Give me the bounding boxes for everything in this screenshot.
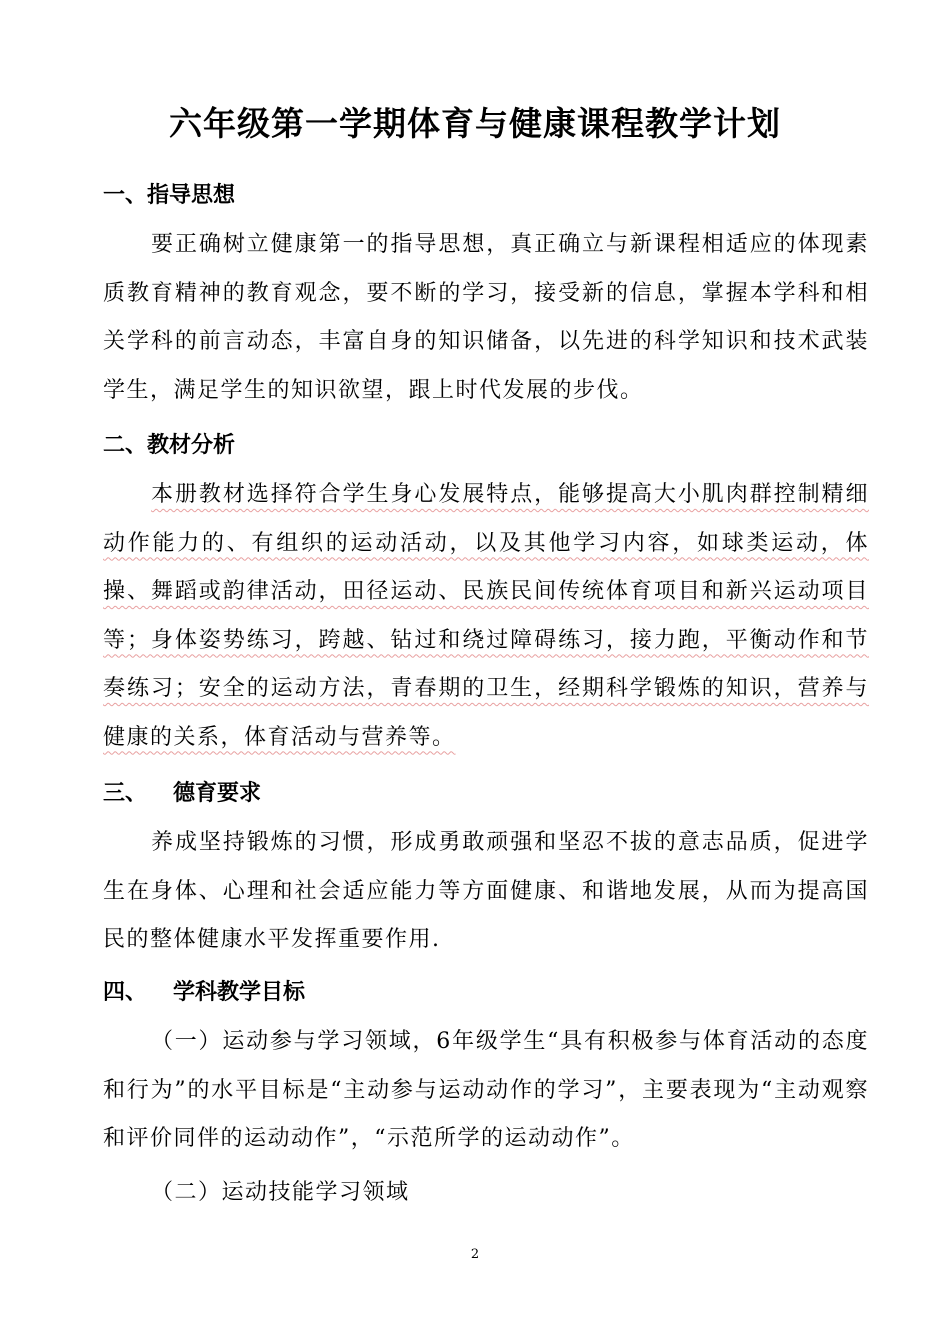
paragraph-moral-education: 养成坚持锻炼的习惯，形成勇敢顽强和坚忍不拔的意志品质，促进学生在身体、心理和社会适应能力等方面健康、和谐地发展，从而为提高国民的整体健康水平发挥重要作用. xyxy=(103,830,869,952)
section-heading-textbook-analysis: 二、教材分析 xyxy=(103,433,236,458)
section-heading-moral-education xyxy=(103,778,261,810)
page-number: 2 xyxy=(470,1247,480,1262)
section-number: 四、 xyxy=(103,980,148,1005)
document-title: 六年级第一学期体育与健康课程教学计划 xyxy=(169,104,781,143)
paragraph-motor-skills: （二）运动技能学习领域 xyxy=(151,1180,410,1205)
section-heading-text: 德育要求 xyxy=(173,781,262,806)
section-heading-teaching-goals xyxy=(103,977,305,1009)
section-heading-guiding-ideology: 一、指导思想 xyxy=(103,183,236,208)
section-number: 三、 xyxy=(103,781,148,806)
paragraph-sports-participation: （一）运动参与学习领域，6年级学生“具有积极参与体育活动的态度和行为”的水平目标是“主动参与运动动作的学习”，主要表现为“主动观察和评价同伴的运动动作”，“示范所学的运动动作”。 xyxy=(103,1029,869,1151)
paragraph-guiding-ideology: 要正确树立健康第一的指导思想，真正确立与新课程相适应的体现素质教育精神的教育观念，要不断的学习，接受新的信息，掌握本学科和相关学科的前言动态，丰富自身的知识储备，以先进的科学知识和技术武装学生，满足学生的知识欲望，跟上时代发展的步伐。 xyxy=(103,232,869,403)
paragraph-textbook-analysis: 本册教材选择符合学生身心发展特点，能够提高大小肌肉群控制精细动作能力的、有组织的运动活动，以及其他学习内容，如球类运动，体操、舞蹈或韵律活动，田径运动、民族民间传统体育项目和新兴运动项目等；身体姿势练习，跨越、钻过和绕过障碍练习，接力跑，平衡动作和节奏练习；安全的运动方法，青春期的卫生，经期科学锻炼的知识，营养与健康的关系，体育活动与营养等。 xyxy=(103,482,869,750)
section-heading-text: 学科教学目标 xyxy=(173,980,306,1005)
